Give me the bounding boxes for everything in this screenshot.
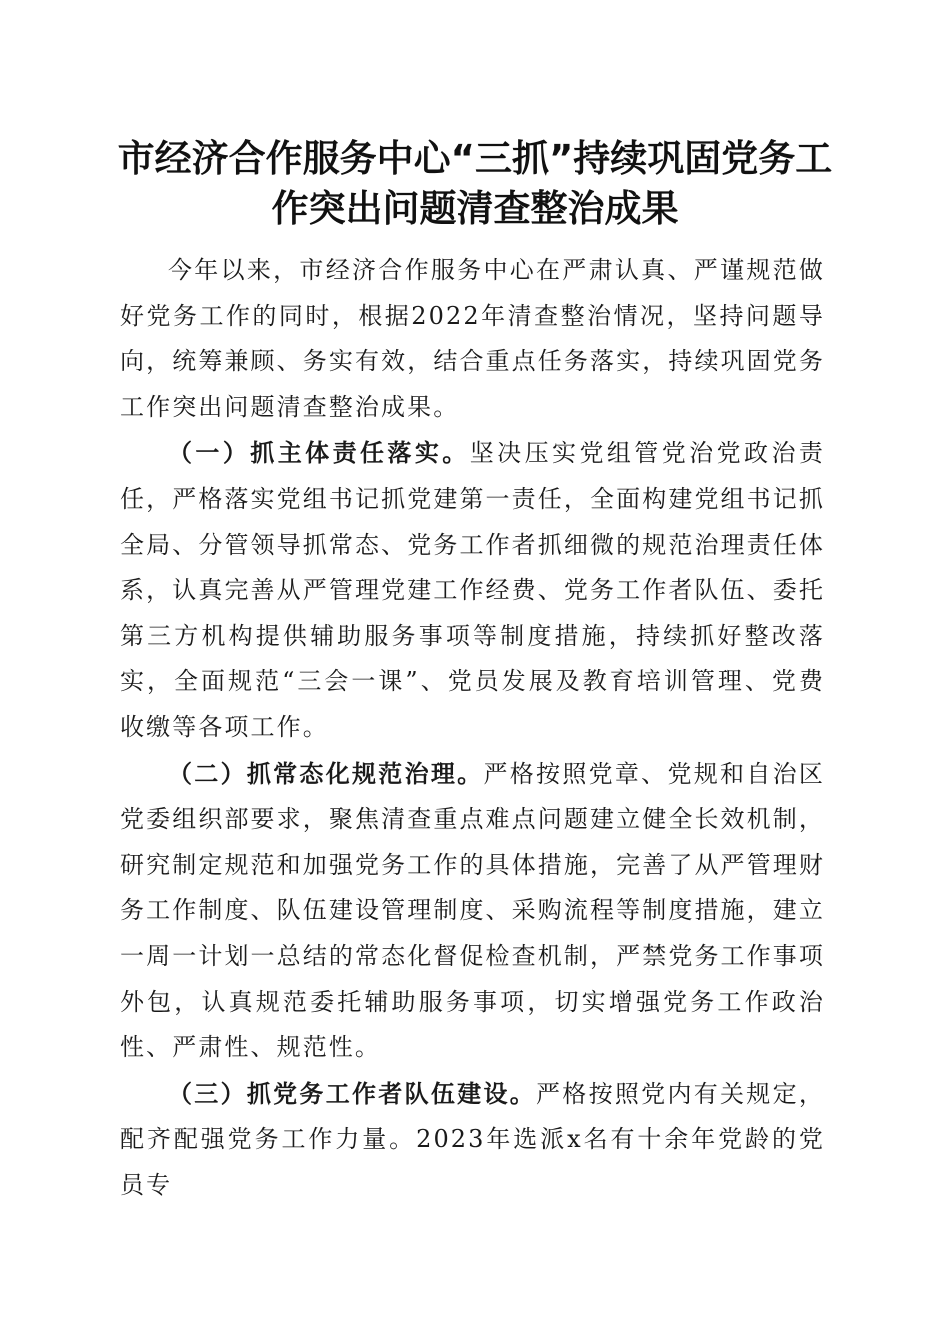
paragraph-intro-text: 今年以来，市经济合作服务中心在严肃认真、严谨规范做好党务工作的同时，根据2022年清查整治情况，坚持问题导向，统筹兼顾、务实有效，结合重点任务落实，持续巩固党务工作突出问题清查整治成果。 xyxy=(120,256,825,421)
document-title xyxy=(100,134,850,234)
document-body xyxy=(120,248,825,1208)
title-line-1: 市经济合作服务中心“三抓”持续巩固党务工 xyxy=(117,137,833,180)
section-3-text: 严格按照党内有关规定，配齐配强党务工作力量。2023年选派x名有十余年党龄的党员专 xyxy=(120,1079,825,1199)
section-3-heading: （三）抓党务工作者队伍建设。 xyxy=(168,1078,537,1108)
paragraph-section-2 xyxy=(120,751,825,1071)
section-2-heading: （二）抓常态化规范治理。 xyxy=(168,758,484,788)
paragraph-intro xyxy=(120,248,825,430)
paragraph-section-1 xyxy=(120,430,825,750)
section-1-heading: （一）抓主体责任落实。 xyxy=(168,438,470,468)
section-1-text: 坚决压实党组管党治党政治责任，严格落实党组书记抓党建第一责任，全面构建党组书记抓全局、分管领导抓常态、党务工作者抓细微的规范治理责任体系，认真完善从严管理党建工作经费、党务工作者队伍、委托第三方机构提供辅助服务事项等制度措施，持续抓好整改落实，全面规范“三会一课”、党员发展及教育培训管理、党费收缴等各项工作。 xyxy=(120,439,825,741)
section-2-text: 严格按照党章、党规和自治区党委组织部要求，聚焦清查重点难点问题建立健全长效机制，研究制定规范和加强党务工作的具体措施，完善了从严管理财务工作制度、队伍建设管理制度、采购流程等制度措施，建立一周一计划一总结的常态化督促检查机制，严禁党务工作事项外包，认真规范委托辅助服务事项，切实增强党务工作政治性、严肃性、规范性。 xyxy=(120,759,825,1062)
paragraph-section-3 xyxy=(120,1071,825,1209)
title-line-2: 作突出问题清查整治成果 xyxy=(271,187,679,230)
